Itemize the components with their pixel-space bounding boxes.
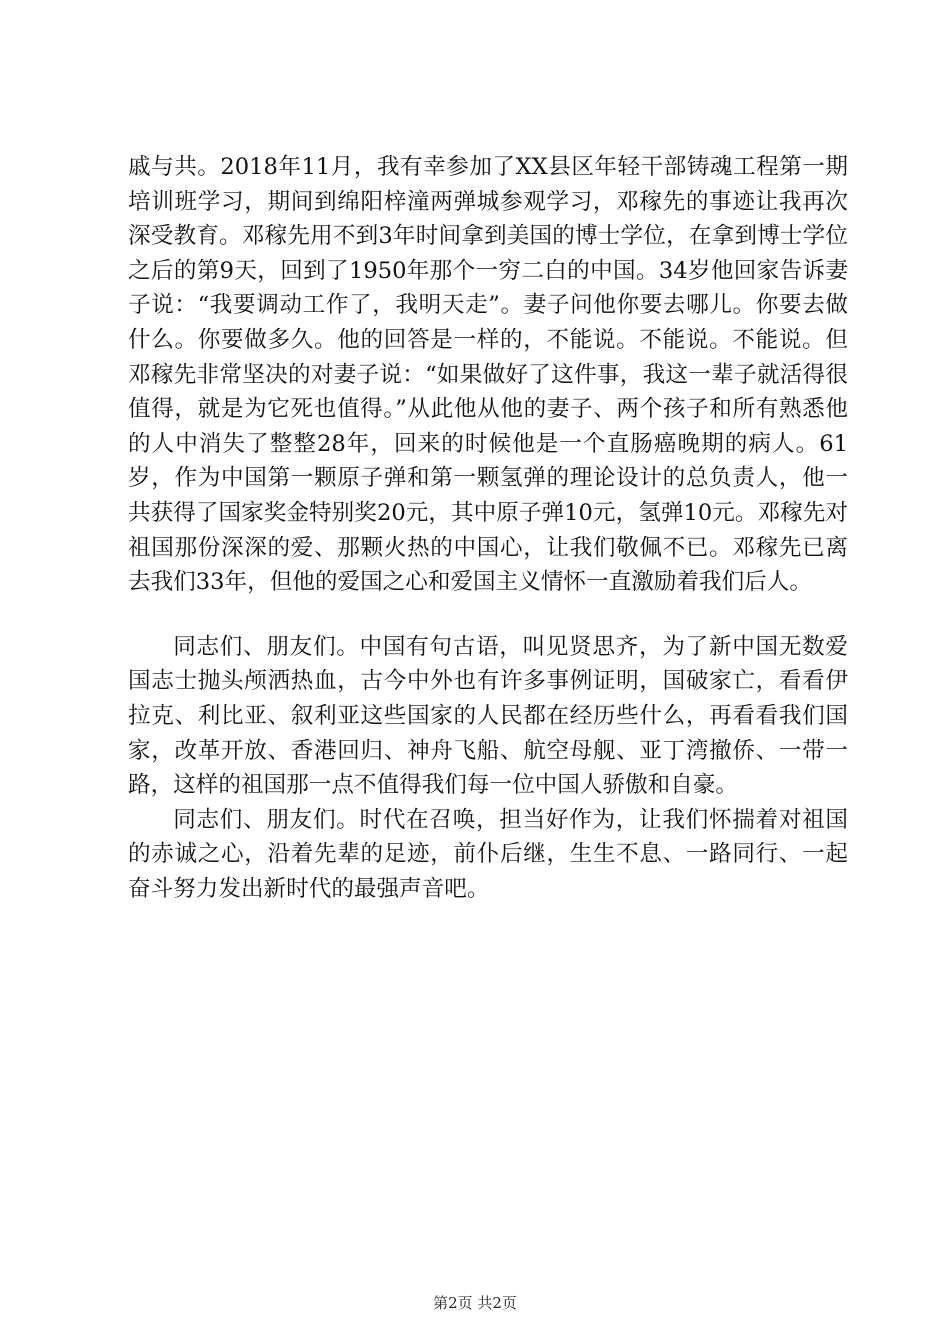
document-body <box>128 150 848 906</box>
paragraph-dengjiaxian-story: 戚与共。2018年11月，我有幸参加了XX县区年轻干部铸魂工程第一期培训班学习，期间到绵阳梓潼两弹城参观学习，邓稼先的事迹让我再次深受教育。邓稼先用不到3年时间拿到美国的博士学位，在拿到博士学位之后的第9天，回到了1950年那个一穷二白的中国。34岁他回家告诉妻子说：“我要调动工作了，我明天走”。妻子问他你要去哪儿。你要去做什么。你要做多久。他的回答是一样的，不能说。不能说。不能说。但邓稼先非常坚决的对妻子说：“如果做好了这件事，我这一辈子就活得很值得，就是为它死也值得。”从此他从他的妻子、两个孩子和所有熟悉他的人中消失了整整28年，回来的时候他是一个直肠癌晚期的病人。61岁，作为中国第一颗原子弹和第一颗氢弹的理论设计的总负责人，他一共获得了国家奖金特别奖20元，其中原子弹10元，氢弹10元。邓稼先对祖国那份深深的爱、那颗火热的中国心，让我们敬佩不已。邓稼先已离去我们33年，但他的爱国之心和爱国主义情怀一直激励着我们后人。 <box>128 154 848 596</box>
paragraph-spacer <box>128 600 848 630</box>
paragraph-jianxiansiqi: 同志们、朋友们。中国有句古语，叫见贤思齐，为了新中国无数爱国志士抛头颅洒热血，古今中外也有许多事例证明，国破家亡，看看伊拉克、利比亚、叙利亚这些国家的人民都在经历些什么，再看看我们国家，改革开放、香港回归、神舟飞船、航空母舰、亚丁湾撤侨、一带一路，这样的祖国那一点不值得我们每一位中国人骄傲和自豪。 <box>128 633 848 799</box>
page-footer: 第2页 共2页 <box>433 1294 517 1312</box>
paragraph-closing-call: 同志们、朋友们。时代在召唤，担当好作为，让我们怀揣着对祖国的赤诚之心，沿着先辈的足迹，前仆后继，生生不息、一路同行、一起奋斗努力发出新时代的最强声音吧。 <box>128 806 848 902</box>
